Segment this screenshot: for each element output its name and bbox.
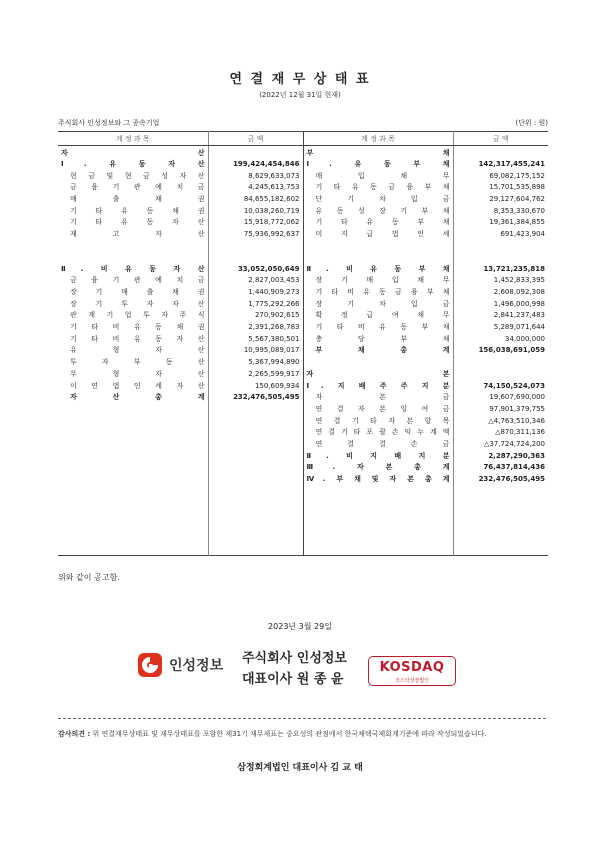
account-right — [303, 263, 453, 275]
account-label: Ⅲ. 자 본 총 계 — [306, 463, 450, 472]
amount-left: 270,902,615 — [208, 310, 303, 322]
amount-left — [208, 520, 303, 532]
amount-left — [208, 240, 303, 263]
amount-left — [208, 543, 303, 555]
account-right — [303, 403, 453, 415]
account-label: 기 타 유 동 금 융 부 채 — [315, 183, 450, 192]
amount-left — [208, 462, 303, 474]
account-label: 미 지 급 법 인 세 — [315, 229, 450, 238]
account-right — [303, 310, 453, 322]
account-label: 기 타 비 유 동 자 산 — [70, 334, 205, 343]
amount-right: 13,721,235,818 — [453, 263, 548, 275]
amount-left: 8,629,633,073 — [208, 170, 303, 182]
table-row — [58, 286, 548, 298]
account-label: 유 동 성 장 기 부 채 — [315, 206, 450, 215]
table-row — [58, 426, 548, 438]
account-label: 부 채 총 계 — [315, 346, 450, 355]
amount-right — [453, 543, 548, 555]
table-row — [58, 473, 548, 485]
account-left — [58, 520, 208, 532]
amount-left — [208, 426, 303, 438]
amount-right: 19,607,690,000 — [453, 391, 548, 403]
account-label: Ⅰ. 지 배 주 주 지 분 — [306, 381, 450, 390]
table-row — [58, 310, 548, 322]
account-left — [58, 205, 208, 217]
account-label: 매 출 채 권 — [70, 194, 205, 203]
table-row — [58, 216, 548, 228]
amount-left: 33,052,050,649 — [208, 263, 303, 275]
account-label: 연 결 자 본 잉 여 금 — [315, 404, 450, 413]
header-account-right: 계 정 과 목 — [303, 132, 453, 146]
account-right — [303, 380, 453, 392]
account-left — [58, 462, 208, 474]
account-label: 자 본 — [306, 369, 450, 378]
account-label: 연 결 기 타 자 본 항 목 — [315, 416, 450, 425]
account-right — [303, 497, 453, 509]
account-label: 장 기 매 입 채 무 — [315, 276, 450, 285]
divider — [58, 718, 546, 719]
amount-left: 4,245,613,753 — [208, 181, 303, 193]
account-left — [58, 193, 208, 205]
table-row — [58, 356, 548, 368]
account-left — [58, 263, 208, 275]
header-amount-left: 금 액 — [208, 132, 303, 146]
account-left — [58, 181, 208, 193]
amount-right — [453, 520, 548, 532]
amount-right: 15,701,535,898 — [453, 181, 548, 193]
account-left — [58, 380, 208, 392]
table-row — [58, 240, 548, 263]
inseong-logo-icon — [137, 652, 163, 678]
account-right — [303, 240, 453, 263]
table-row — [58, 193, 548, 205]
amount-left — [208, 485, 303, 497]
amount-left — [208, 403, 303, 415]
amount-right: 8,353,330,670 — [453, 205, 548, 217]
account-right — [303, 286, 453, 298]
account-left — [58, 146, 208, 159]
audit-label: 감사의견 : — [58, 730, 91, 738]
signature-block — [242, 648, 347, 690]
account-label: 자 본 금 — [315, 393, 450, 402]
account-left — [58, 391, 208, 403]
account-right — [303, 543, 453, 555]
account-right — [303, 532, 453, 544]
amount-left — [208, 450, 303, 462]
account-label: 장 기 투 자 자 산 — [70, 299, 205, 308]
account-right — [303, 356, 453, 368]
account-right — [303, 228, 453, 240]
account-right — [303, 473, 453, 485]
account-right — [303, 333, 453, 345]
account-left — [58, 240, 208, 263]
amount-left: 2,827,003,453 — [208, 275, 303, 287]
amount-left: 232,476,505,495 — [208, 391, 303, 403]
amount-left — [208, 508, 303, 520]
amount-right — [453, 240, 548, 263]
header-account-left: 계 정 과 목 — [58, 132, 208, 146]
logo-text: 인성정보 — [169, 658, 224, 674]
amount-left — [208, 438, 303, 450]
account-label: Ⅰ. 유 동 자 산 — [61, 159, 205, 168]
table-row — [58, 450, 548, 462]
account-right — [303, 321, 453, 333]
account-right — [303, 391, 453, 403]
signature-ceo: 대표이사 원 종 윤 — [242, 672, 344, 687]
table-row — [58, 146, 548, 159]
amount-left — [208, 473, 303, 485]
account-label: 기 타 비 유 동 금 융 부 채 — [315, 288, 450, 297]
account-left — [58, 438, 208, 450]
account-label: 무 형 자 산 — [70, 369, 205, 378]
table-row — [58, 415, 548, 427]
table-header-row — [58, 132, 548, 146]
account-label: Ⅱ. 비 유 동 부 채 — [306, 264, 450, 273]
account-label: 장 기 차 입 금 — [315, 299, 450, 308]
amount-left — [208, 497, 303, 509]
amount-left: 84,655,182,602 — [208, 193, 303, 205]
account-right — [303, 146, 453, 159]
account-right — [303, 158, 453, 170]
amount-right: 1,452,833,395 — [453, 275, 548, 287]
amount-right: 2,287,290,363 — [453, 450, 548, 462]
amount-left: 5,367,994,890 — [208, 356, 303, 368]
amount-right: 1,496,000,998 — [453, 298, 548, 310]
account-left — [58, 532, 208, 544]
table-row — [58, 520, 548, 532]
amount-right: 232,476,505,495 — [453, 473, 548, 485]
account-left — [58, 356, 208, 368]
table-row — [58, 438, 548, 450]
account-label: 단 기 차 입 금 — [315, 194, 450, 203]
amount-left: 10,995,089,017 — [208, 345, 303, 357]
footnote: 위와 같이 공고함. — [58, 573, 120, 582]
account-label: 기 타 유 동 자 산 — [70, 218, 205, 227]
amount-right — [453, 508, 548, 520]
amount-right: 97,901,379,755 — [453, 403, 548, 415]
account-right — [303, 275, 453, 287]
account-label: 자 산 총 계 — [70, 393, 205, 402]
table-row — [58, 391, 548, 403]
account-label: Ⅱ. 비 유 동 자 산 — [61, 264, 205, 273]
amount-right: 156,038,691,059 — [453, 345, 548, 357]
account-right — [303, 193, 453, 205]
account-left — [58, 286, 208, 298]
amount-right: △4,763,510,346 — [453, 415, 548, 427]
account-left — [58, 415, 208, 427]
account-label: 장 기 매 출 채 권 — [70, 288, 205, 297]
header-amount-right: 금 액 — [453, 132, 548, 146]
table-row — [58, 275, 548, 287]
account-label: 연 결 결 손 금 — [315, 439, 450, 448]
account-label: 유 형 자 산 — [70, 346, 205, 355]
amount-left — [208, 532, 303, 544]
company-name: 주식회사 인성정보와 그 종속기업 — [58, 119, 160, 127]
table-row — [58, 205, 548, 217]
table-row — [58, 345, 548, 357]
account-left — [58, 321, 208, 333]
account-label: Ⅳ. 부 채 및 자 본 총 계 — [306, 475, 450, 484]
amount-right — [453, 532, 548, 544]
kosdaq-logo-text: KOSDAQ — [379, 660, 445, 675]
amount-right: 34,000,000 — [453, 333, 548, 345]
table-row — [58, 263, 548, 275]
table-row — [58, 321, 548, 333]
amount-right — [453, 146, 548, 159]
unit-label: (단위 : 원) — [515, 119, 548, 127]
amount-right: 2,841,237,483 — [453, 310, 548, 322]
table-row — [58, 403, 548, 415]
audit-text: 위 연결재무상태표 및 재무상태표를 포함한 제31기 재무제표는 중요성의 관점에서 한국채택국제회계기준에 따라 작성되었습니다. — [92, 730, 487, 738]
amount-left: 10,038,260,719 — [208, 205, 303, 217]
amount-left — [208, 146, 303, 159]
amount-left: 199,424,454,846 — [208, 158, 303, 170]
account-right — [303, 462, 453, 474]
account-right — [303, 181, 453, 193]
account-left — [58, 485, 208, 497]
amount-left: 1,440,909,273 — [208, 286, 303, 298]
account-label: 투 자 부 동 산 — [70, 358, 205, 367]
amount-left — [208, 415, 303, 427]
amount-right: 2,608,092,308 — [453, 286, 548, 298]
account-left — [58, 368, 208, 380]
account-label: 기 타 유 동 부 채 — [315, 218, 450, 227]
account-left — [58, 473, 208, 485]
amount-left: 2,391,268,783 — [208, 321, 303, 333]
account-left — [58, 275, 208, 287]
announcement-date: 2023년 3월 29일 — [268, 622, 332, 631]
amount-right: 74,150,524,073 — [453, 380, 548, 392]
table-row — [58, 170, 548, 182]
account-left — [58, 508, 208, 520]
amount-right — [453, 485, 548, 497]
account-label: 기 타 비 유 동 부 채 — [315, 323, 450, 332]
table-row — [58, 298, 548, 310]
account-label: 현 금 및 현 금 성 자 산 — [70, 171, 205, 180]
kosdaq-logo-sub: 코스닥상장법인 — [395, 678, 429, 684]
balance-sheet-body — [58, 146, 548, 556]
account-label: 매 입 채 무 — [315, 171, 450, 180]
account-right — [303, 216, 453, 228]
table-row — [58, 333, 548, 345]
account-left — [58, 497, 208, 509]
signature-company: 주식회사 인성정보 — [242, 651, 347, 666]
account-label: 금 융 기 관 예 치 금 — [70, 276, 205, 285]
account-right — [303, 345, 453, 357]
account-label: 재 고 자 산 — [70, 229, 205, 238]
amount-left: 1,775,292,266 — [208, 298, 303, 310]
amount-right: 19,361,384,855 — [453, 216, 548, 228]
company-logo — [137, 652, 223, 678]
amount-right: △870,311,136 — [453, 426, 548, 438]
account-right — [303, 368, 453, 380]
account-left — [58, 216, 208, 228]
amount-left: 75,936,992,637 — [208, 228, 303, 240]
account-label: 기 타 유 동 채 권 — [70, 206, 205, 215]
table-row — [58, 532, 548, 544]
table-row — [58, 158, 548, 170]
account-label: 부 채 — [306, 149, 450, 157]
account-right — [303, 485, 453, 497]
account-left — [58, 170, 208, 182]
amount-left: 5,567,380,501 — [208, 333, 303, 345]
account-left — [58, 450, 208, 462]
table-row — [58, 497, 548, 509]
account-right — [303, 205, 453, 217]
account-label: 금 융 기 관 예 치 금 — [70, 183, 205, 192]
account-right — [303, 170, 453, 182]
account-left — [58, 543, 208, 555]
document-title: 연 결 재 무 상 태 표 — [229, 72, 371, 87]
account-right — [303, 298, 453, 310]
account-right — [303, 415, 453, 427]
account-label: Ⅰ. 유 동 부 채 — [306, 159, 450, 168]
balance-sheet-table — [58, 131, 548, 556]
amount-right — [453, 497, 548, 509]
audit-opinion — [58, 727, 546, 741]
account-left — [58, 426, 208, 438]
table-row — [58, 485, 548, 497]
account-right — [303, 450, 453, 462]
table-row — [58, 543, 548, 555]
auditor-signature: 삼정회계법인 대표이사 김 교 태 — [237, 763, 363, 773]
amount-right: 76,437,814,436 — [453, 462, 548, 474]
account-left — [58, 333, 208, 345]
amount-left: 150,609,934 — [208, 380, 303, 392]
table-row — [58, 368, 548, 380]
amount-right: 5,289,071,644 — [453, 321, 548, 333]
account-left — [58, 310, 208, 322]
account-label: 연 결 기 타 포 괄 손 익 누 계 액 — [315, 428, 450, 437]
account-left — [58, 345, 208, 357]
account-right — [303, 426, 453, 438]
amount-left: 2,265,599,917 — [208, 368, 303, 380]
table-row — [58, 228, 548, 240]
kosdaq-logo — [368, 656, 456, 686]
account-label: 기 타 비 유 동 채 권 — [70, 323, 205, 332]
document-subtitle: (2022년 12월 31일 현재) — [259, 91, 341, 99]
table-row — [58, 462, 548, 474]
account-label: 이 연 법 인 세 자 산 — [70, 381, 205, 390]
account-label: 충 당 부 채 — [315, 334, 450, 343]
account-right — [303, 520, 453, 532]
account-left — [58, 228, 208, 240]
account-label: 관 계 기 업 투 자 주 식 — [70, 311, 205, 320]
table-row — [58, 508, 548, 520]
amount-right — [453, 368, 548, 380]
account-left — [58, 298, 208, 310]
table-row — [58, 181, 548, 193]
account-right — [303, 508, 453, 520]
amount-right: 69,082,175,152 — [453, 170, 548, 182]
account-label: 자 산 — [61, 149, 205, 157]
amount-right: 691,423,904 — [453, 228, 548, 240]
amount-right: △37,724,724,200 — [453, 438, 548, 450]
amount-right: 29,127,604,762 — [453, 193, 548, 205]
account-left — [58, 403, 208, 415]
account-left — [58, 158, 208, 170]
account-right — [303, 438, 453, 450]
table-row — [58, 380, 548, 392]
amount-right: 142,317,455,241 — [453, 158, 548, 170]
account-label: 확 정 급 여 채 무 — [315, 311, 450, 320]
amount-right — [453, 356, 548, 368]
account-label: Ⅱ. 비 지 배 지 분 — [306, 451, 450, 460]
amount-left: 15,918,772,062 — [208, 216, 303, 228]
